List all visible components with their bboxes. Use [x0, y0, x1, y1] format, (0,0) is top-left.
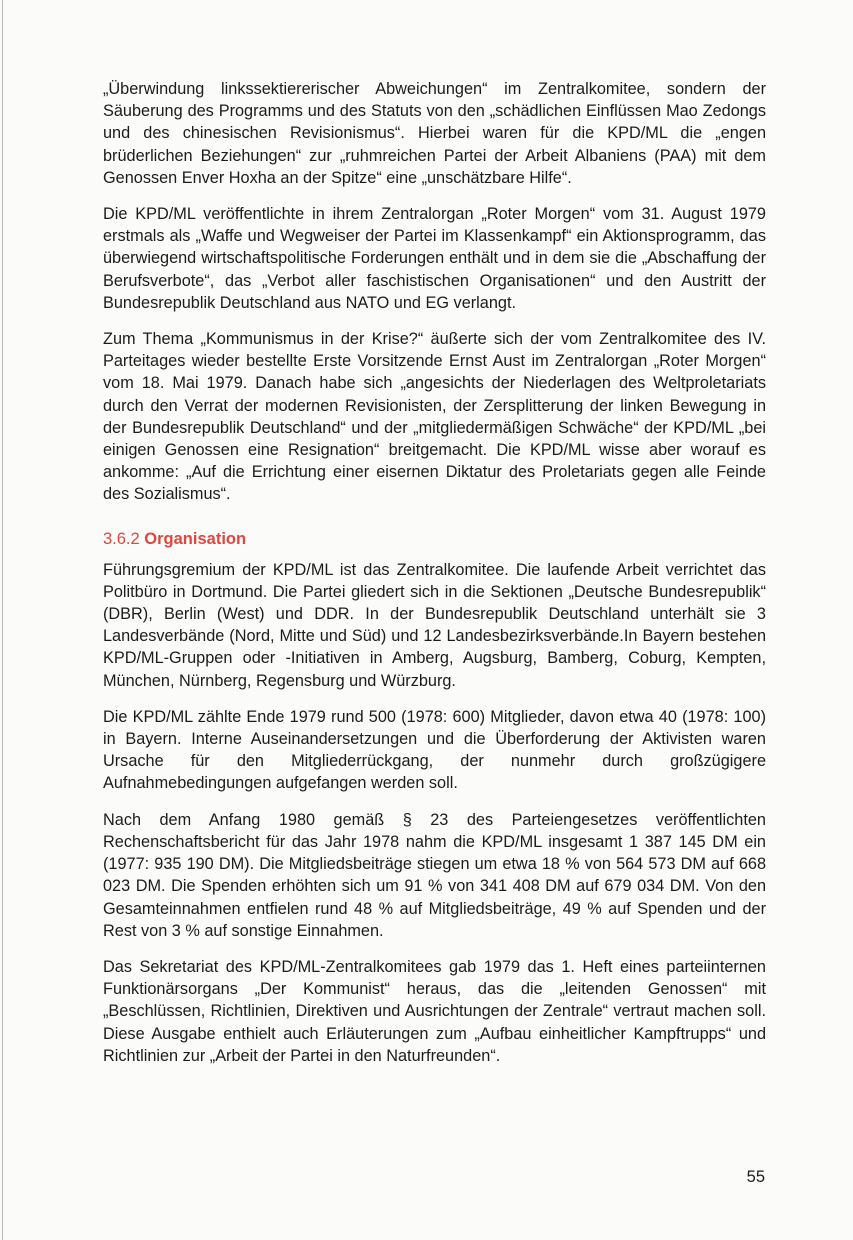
paragraph: Nach dem Anfang 1980 gemäß § 23 des Parteiengesetzes veröffentlichten Rechenschaftsbericht für das Jahr 1978 nahm die KPD/ML insgesamt 1 387 145 DM ein (1977: 935 190 DM). Die Mitgliedsbeiträge stiegen um etwa 18 % von 564 573 DM auf 668 023 DM. Die Spenden erhöhten sich um 91 % von 341 408 DM auf 679 034 DM. Von den Gesamteinnahmen entfielen rund 48 % auf Mitgliedsbeiträge, 49 % auf Spenden und der Rest von 3 % auf sonstige Einnahmen.	[103, 810, 766, 940]
paragraph: „Überwindung linkssektiererischer Abweichungen“ im Zentralkomitee, sondern der Säuberung des Programms und des Statuts von den „schädlichen Einflüssen Mao Zedongs und des chinesischen Revisionismus“. Hierbei waren für die KPD/ML die „engen brüderlichen Beziehungen“ zur „ruhmreichen Partei der Arbeit Albaniens (PAA) mit dem Genossen Enver Hoxha an der Spitze“ eine „unschätzbare Hilfe“.	[103, 80, 766, 187]
section-number: 3.6.2	[103, 529, 140, 548]
paragraph: Die KPD/ML veröffentlichte in ihrem Zentralorgan „Roter Morgen“ vom 31. August 1979 erstmals als „Waffe und Wegweiser der Partei im Klassenkampf“ ein Aktionsprogramm, das überwiegend wirtschaftspolitische Forderungen enthält und in dem sie die „Abschaffung der Berufsverbote“, das „Verbot aller faschistischen Organisationen“ und den Austritt der Bundesrepublik Deutschland aus NATO und EG verlangt.	[103, 205, 766, 312]
paragraph: Das Sekretariat des KPD/ML-Zentralkomitees gab 1979 das 1. Heft eines parteiinternen Funktionärsorgans „Der Kommunist“ heraus, das die „leitenden Genossen“ mit „Beschlüssen, Richtlinien, Direktiven und Ausrichtungen der Zentrale“ vertraut machen soll. Diese Ausgabe enthielt auch Erläuterungen zum „Aufbau einheitlicher Kampftrupps“ und Richtlinien zur „Arbeit der Partei in den Naturfreunden“.	[103, 957, 766, 1065]
page-number: 55	[746, 1168, 765, 1186]
section-heading	[103, 528, 766, 550]
page-body	[103, 78, 766, 1081]
paragraph: Zum Thema „Kommunismus in der Krise?“ äußerte sich der vom Zentralkomitee des IV. Parteitages wieder bestellte Erste Vorsitzende Ernst Aust im Zentralorgan „Roter Morgen“ vom 18. Mai 1979. Danach habe sich „angesichts der Niederlagen des Weltproletariats durch den Verrat der modernen Revisionisten, der Zersplitterung der linken Bewegung in der Bundesrepublik Deutschland“ und der „mitgliedermäßigen Schwäche“ der KPD/ML „bei einigen Genossen eine Resignation“ breitgemacht. Die KPD/ML wisse aber worauf es ankomme: „Auf die Errichtung einer eisernen Diktatur des Proletariats gegen alle Feinde des Sozialismus“.	[103, 330, 766, 504]
scan-edge-line	[2, 0, 3, 1240]
paragraph: Die KPD/ML zählte Ende 1979 rund 500 (1978: 600) Mitglieder, davon etwa 40 (1978: 100) in Bayern. Interne Auseinandersetzungen und die Überforderung der Aktivisten waren Ursache für den Mitgliederrückgang, der nunmehr durch großzügigere Aufnahmebedingungen aufgefangen werden soll.	[103, 707, 766, 793]
paragraph: Führungsgremium der KPD/ML ist das Zentralkomitee. Die laufende Arbeit verrichtet das Politbüro in Dortmund. Die Partei gliedert sich in die Sektionen „Deutsche Bundesrepublik“ (DBR), Berlin (West) und DDR. In der Bundesrepublik Deutschland unterhält sie 3 Landesverbände (Nord, Mitte und Süd) und 12 Landesbezirksverbände.In Bayern bestehen KPD/ML-Gruppen oder -Initiativen in Amberg, Augsburg, Bamberg, Coburg, Kempten, München, Nürnberg, Regensburg und Würzburg.	[103, 560, 766, 690]
section-title: Organisation	[144, 529, 247, 548]
